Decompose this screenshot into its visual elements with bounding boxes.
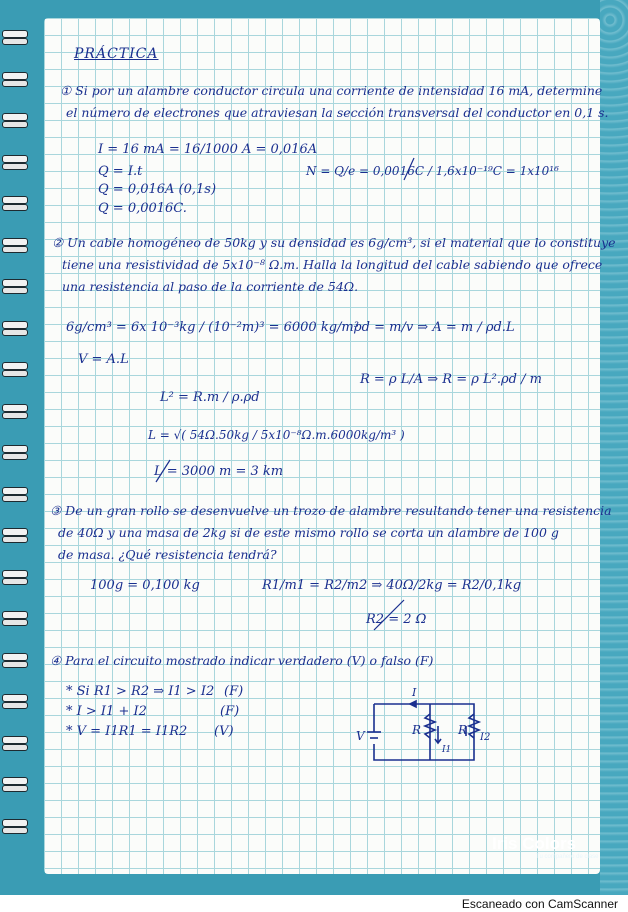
p2-density: 6g/cm³ = 6x 10⁻³kg / (10⁻²m)³ = 6000 kg/m³ (66, 320, 359, 335)
p4-answer-2: (F) (220, 704, 240, 719)
problem-3-line-1: ③ De un gran rollo se desenvuelve un trozo de alambre resultando tener una resistencia (50, 503, 612, 518)
binding-ring (2, 72, 28, 86)
problem-3-line-3: de masa. ¿Qué resistencia tendrá? (58, 547, 277, 562)
p2-l-result: L = 3000 m = 3 km (154, 464, 284, 479)
binding-ring (2, 653, 28, 667)
page-title: PRÁCTICA (74, 46, 159, 62)
problem-1-line-2: el número de electrones que atraviesan la sección transversal del conductor en 0,1 s. (66, 105, 609, 120)
p2-l-root: L = √( 54Ω.50kg / 5x10⁻⁸Ω.m.6000kg/m³ ) (148, 428, 405, 442)
binding-ring (2, 819, 28, 833)
brand-logo: Iris Colors (492, 834, 577, 853)
circuit-i2-label: I2 (480, 732, 491, 743)
circuit-i-label: I (412, 686, 417, 699)
binding-ring (2, 113, 28, 127)
p2-volume: V = A.L (78, 352, 129, 367)
p1-electron-count: N = Q/e = 0,0016C / 1,6x10⁻¹⁹C = 1x10¹⁶ (306, 164, 559, 178)
binding-ring (2, 238, 28, 252)
binding-ring (2, 694, 28, 708)
binding-ring (2, 196, 28, 210)
brand-tagline: Tu compañero de clase (536, 854, 599, 860)
p1-work-2: Q = I.t (98, 164, 143, 179)
p1-work-1: I = 16 mA = 16/1000 A = 0,016A (98, 142, 318, 157)
scanner-watermark: Escaneado con CamScanner (461, 897, 618, 911)
binding-ring (2, 445, 28, 459)
p1-work-4: Q = 0,0016C. (98, 201, 187, 216)
spiral-binding (0, 30, 34, 870)
problem-4-line-1: ④ Para el circuito mostrado indicar verdadero (V) o falso (F) (50, 653, 434, 668)
p3-mass: 100g = 0,100 kg (90, 578, 200, 593)
binding-ring (2, 155, 28, 169)
p4-item-1: * Si R1 > R2 ⇒ I1 > I2 (66, 684, 215, 699)
problem-2-line-3: una resistencia al paso de la corriente de 54Ω. (62, 279, 359, 294)
binding-ring (2, 736, 28, 750)
binding-ring (2, 362, 28, 376)
circuit-r2-label: R (458, 723, 468, 737)
cover-pattern (600, 0, 628, 895)
binding-ring (2, 279, 28, 293)
problem-2-line-1: ② Un cable homogéneo de 50kg y su densidad es 6g/cm³, si el material que lo constituye (52, 235, 616, 250)
p4-answer-1: (F) (224, 684, 244, 699)
binding-ring (2, 487, 28, 501)
circuit-r1-label: R (412, 723, 422, 737)
binding-ring (2, 570, 28, 584)
binding-ring (2, 611, 28, 625)
pen-marks (44, 18, 603, 874)
binding-ring (2, 528, 28, 542)
p2-rho-def: ρd = m/v ⇒ A = m / ρd.L (354, 320, 515, 335)
problem-2-line-2: tiene una resistividad de 5x10⁻⁸ Ω.m. Halla la longitud del cable sabiendo que ofrece (62, 257, 603, 272)
p4-item-2: * I > I1 + I2 (66, 704, 147, 719)
binding-ring (2, 30, 28, 44)
p1-work-3: Q = 0,016A (0,1s) (98, 182, 217, 197)
p2-resistance: R = ρ L/A ⇒ R = ρ L².ρd / m (360, 372, 542, 387)
p3-ratio: R1/m1 = R2/m2 ⇒ 40Ω/2kg = R2/0,1kg (262, 578, 522, 593)
binding-ring (2, 404, 28, 418)
problem-1-line-1: ① Si por un alambre conductor circula una corriente de intensidad 16 mA, determine (60, 83, 603, 98)
p4-answer-3: (V) (214, 724, 234, 739)
grid-sheet (44, 18, 616, 874)
circuit-i1-label: I1 (442, 745, 452, 755)
p2-l-squared: L² = R.m / ρ.ρd (160, 390, 260, 405)
p4-item-3: * V = I1R1 = I1R2 (66, 724, 188, 739)
binding-ring (2, 321, 28, 335)
problem-3-line-2: de 40Ω y una masa de 2kg si de este mismo rollo se corta un alambre de 100 g (58, 525, 559, 540)
circuit-v-label: V (356, 729, 365, 743)
p3-result: R2 = 2 Ω (366, 612, 427, 627)
binding-ring (2, 777, 28, 791)
